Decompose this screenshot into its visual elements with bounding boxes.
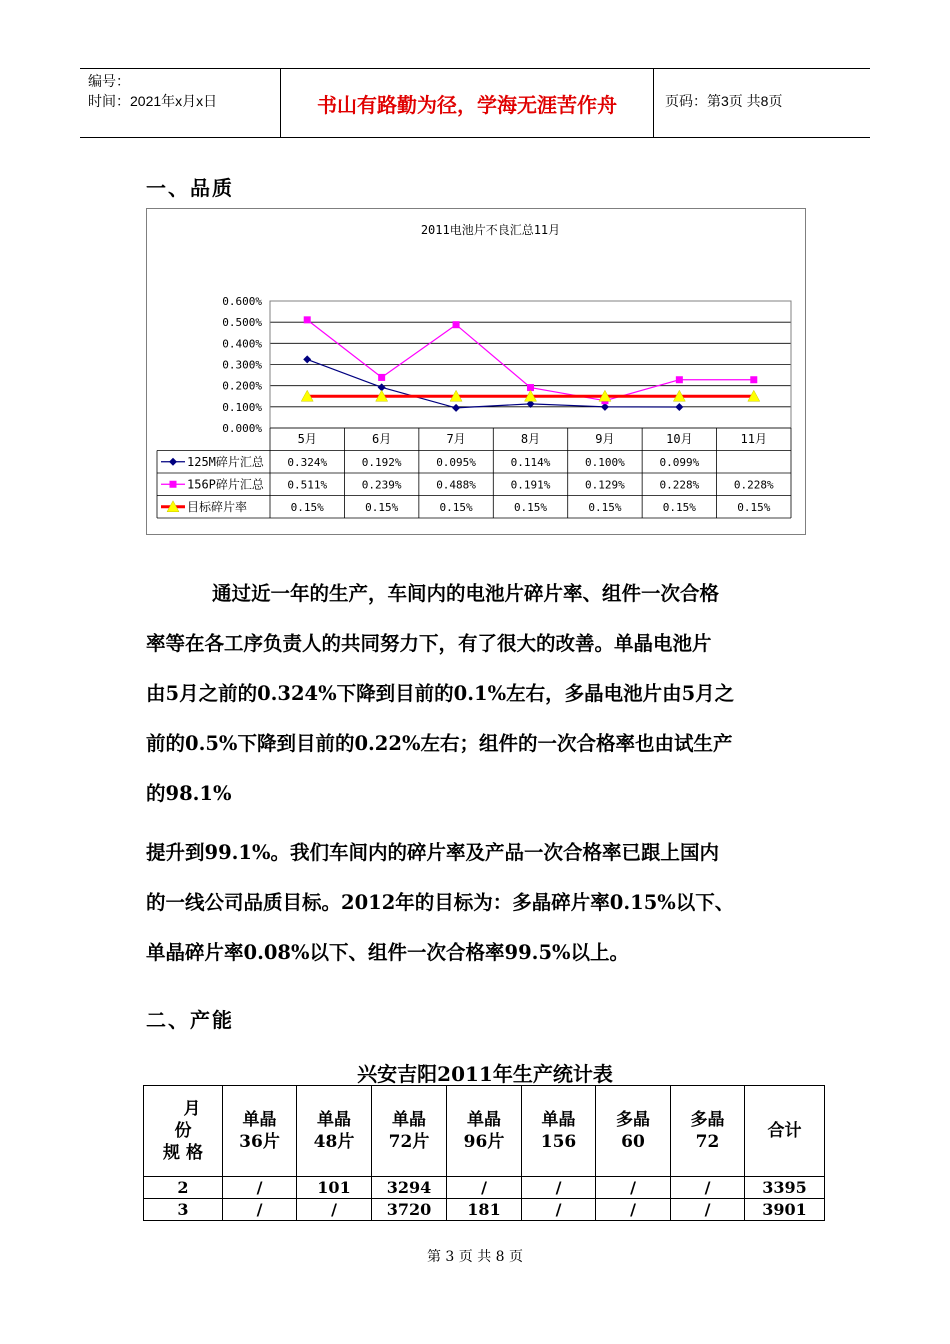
- data-label: 0.15%: [439, 500, 473, 514]
- data-label: 0.15%: [365, 500, 399, 514]
- table-cell: /: [671, 1199, 745, 1221]
- x-tick-label: 8月: [520, 432, 541, 446]
- paragraph-line: 的98.1%: [146, 782, 232, 805]
- corner-spec: 规 格: [163, 1143, 203, 1163]
- legend-marker: [169, 458, 177, 466]
- data-label: 0.191%: [510, 478, 551, 492]
- x-tick-label: 5月: [297, 432, 317, 446]
- y-tick-label: 0.200%: [222, 379, 262, 393]
- data-label: 0.15%: [513, 500, 548, 514]
- data-label: 0.192%: [361, 455, 402, 469]
- column-header: 单晶 96片: [447, 1086, 522, 1177]
- page-header: [80, 68, 870, 138]
- data-point: [303, 355, 311, 363]
- section-title-quality: 一、品质: [146, 176, 234, 200]
- paragraph-line: 提升到99.1%。我们车间内的碎片率及产品一次合格率已跟上国内: [146, 841, 720, 864]
- data-label: 0.488%: [436, 478, 476, 492]
- column-header: 单晶 72片: [372, 1086, 447, 1177]
- paragraph-line: 由5月之前的0.324%下降到目前的0.1%左右，多晶电池片由5月之: [146, 682, 735, 705]
- data-label: 0.15%: [662, 500, 696, 514]
- y-tick-label: 0.600%: [222, 295, 262, 308]
- date-label: 时间：2021年x月x日: [88, 93, 218, 109]
- data-point: [676, 376, 683, 383]
- table-row: [144, 1199, 825, 1221]
- number-label: 编号：: [88, 73, 130, 89]
- y-tick-label: 0.300%: [222, 358, 262, 372]
- paragraph-line: 单晶碎片率0.08%以下、组件一次合格率99.5%以上。: [146, 941, 630, 964]
- data-label: 0.15%: [737, 500, 771, 514]
- paragraph-line: 前的0.5%下降到目前的0.22%左右；组件的一次合格率也由试生产: [146, 732, 733, 755]
- table-row: [144, 1177, 825, 1199]
- corner-part: 份: [174, 1121, 192, 1141]
- y-tick-label: 0.400%: [222, 337, 262, 351]
- data-label: 0.114%: [510, 455, 551, 469]
- corner-month: 月: [183, 1099, 201, 1119]
- y-tick-label: 0.000%: [222, 422, 262, 435]
- table-cell: 2: [144, 1177, 223, 1199]
- column-header: 单晶 156: [522, 1086, 596, 1177]
- paragraph-line: 率等在各工序负责人的共同努力下，有了很大的改善。单晶电池片: [146, 632, 712, 655]
- x-tick-label: 10月: [666, 432, 693, 446]
- legend-label: 目标碎片率: [187, 499, 248, 514]
- table-header-row: [144, 1086, 825, 1177]
- data-label: 0.099%: [659, 455, 700, 469]
- x-tick-label: 9月: [595, 432, 615, 446]
- header-motto: 书山有路勤为径，学海无涯苦作舟: [317, 92, 617, 117]
- legend-marker: [170, 481, 177, 488]
- table-title: 兴安吉阳2011年生产统计表: [357, 1062, 613, 1086]
- data-label: 0.100%: [585, 455, 625, 469]
- table-cell: /: [671, 1177, 745, 1199]
- header-divider: [653, 69, 654, 137]
- data-point: [675, 403, 683, 411]
- chart-title: 2011电池片不良汇总11月: [420, 223, 561, 237]
- table-cell: 3720: [372, 1199, 447, 1221]
- table-cell: /: [223, 1177, 297, 1199]
- legend-label: 125M碎片汇总: [187, 454, 264, 469]
- y-tick-label: 0.500%: [222, 316, 262, 330]
- legend-label: 156P碎片汇总: [187, 477, 264, 492]
- table-cell: /: [596, 1177, 671, 1199]
- section-title-capacity: 二、产能: [146, 1008, 234, 1032]
- table-cell: 101: [297, 1177, 372, 1199]
- data-label: 0.511%: [287, 478, 328, 492]
- column-header: 单晶 36片: [223, 1086, 297, 1177]
- x-tick-label: 7月: [446, 432, 466, 446]
- data-label: 0.095%: [436, 455, 476, 469]
- page-footer: 第 3 页 共 8 页: [426, 1249, 524, 1265]
- table-cell: 3901: [745, 1199, 825, 1221]
- table-cell: /: [447, 1177, 522, 1199]
- column-header: 单晶 48片: [297, 1086, 372, 1177]
- data-label: 0.228%: [733, 478, 774, 492]
- table-cell: /: [596, 1199, 671, 1221]
- table-cell: /: [297, 1199, 372, 1221]
- paragraph-line: 通过近一年的生产，车间内的电池片碎片率、组件一次合格: [212, 582, 720, 605]
- body-text: [146, 569, 806, 978]
- header-meta: [88, 71, 283, 111]
- data-label: 0.324%: [287, 455, 328, 469]
- data-point: [453, 321, 460, 328]
- table-corner-header: [144, 1086, 223, 1177]
- table-cell: 3395: [745, 1177, 825, 1199]
- series-line: [307, 359, 679, 407]
- column-header: 多晶 60: [596, 1086, 671, 1177]
- x-tick-label: 11月: [740, 432, 768, 446]
- data-point: [452, 404, 460, 412]
- data-point: [378, 374, 385, 381]
- data-point: [304, 316, 311, 323]
- data-label: 0.228%: [659, 478, 700, 492]
- table-cell: 3: [144, 1199, 223, 1221]
- x-tick-label: 6月: [372, 432, 392, 446]
- production-table: [143, 1085, 825, 1221]
- data-label: 0.129%: [585, 478, 625, 492]
- table-cell: /: [522, 1199, 596, 1221]
- y-tick-label: 0.100%: [222, 400, 262, 414]
- table-cell: /: [522, 1177, 596, 1199]
- paragraph-line: 的一线公司品质目标。2012年的目标为：多晶碎片率0.15%以下、: [146, 891, 735, 914]
- column-header: 合计: [745, 1086, 825, 1177]
- table-cell: 181: [447, 1199, 522, 1221]
- data-point: [750, 376, 757, 383]
- column-header: 多晶 72: [671, 1086, 745, 1177]
- defect-chart: [146, 208, 806, 535]
- data-label: 0.15%: [290, 500, 324, 514]
- data-label: 0.239%: [361, 478, 402, 492]
- header-page-info: 页码：第3页 共8页: [665, 93, 783, 109]
- data-label: 0.15%: [588, 500, 622, 514]
- chart-canvas: [147, 209, 805, 534]
- table-cell: 3294: [372, 1177, 447, 1199]
- table-cell: /: [223, 1199, 297, 1221]
